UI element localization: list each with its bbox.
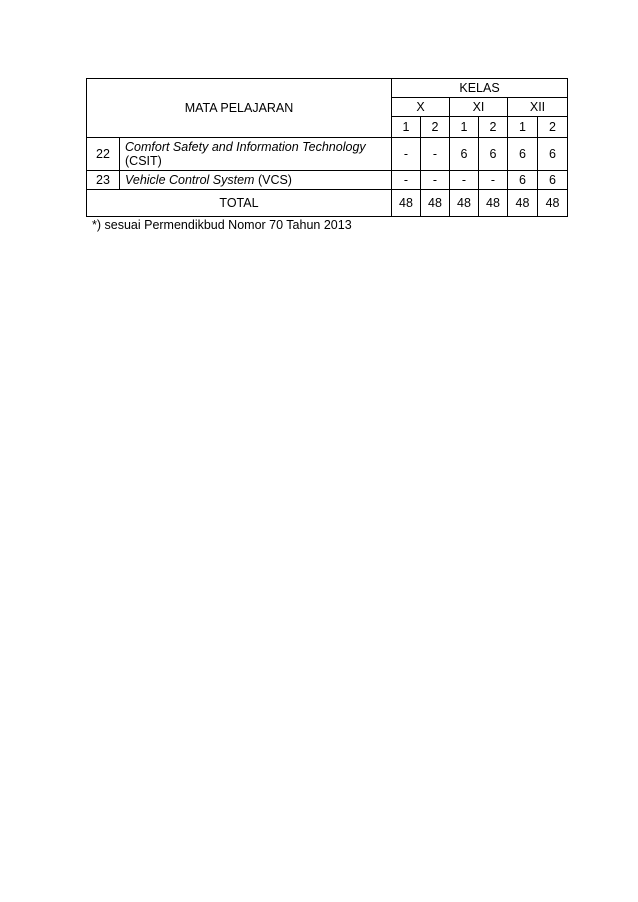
hours-cell: - [392,138,421,171]
subject-header: MATA PELAJARAN [87,79,392,138]
total-cell: 48 [479,190,508,217]
hours-cell: 6 [508,138,538,171]
subject-name: Comfort Safety and Information Technology [125,140,366,154]
subject-cell [120,138,392,171]
row-number: 22 [87,138,120,171]
total-cell: 48 [392,190,421,217]
total-cell: 48 [508,190,538,217]
semester-header: 2 [538,117,568,138]
hours-cell: 6 [538,138,568,171]
grade-header-xi: XI [450,98,508,117]
semester-header: 1 [392,117,421,138]
table-row [87,138,568,171]
hours-cell: 6 [479,138,508,171]
grade-header-x: X [392,98,450,117]
total-cell: 48 [421,190,450,217]
total-row [87,190,568,217]
grade-header-xii: XII [508,98,568,117]
hours-cell: - [421,171,450,190]
total-cell: 48 [538,190,568,217]
table-row [87,171,568,190]
hours-cell: - [479,171,508,190]
subject-name: Vehicle Control System [125,173,255,187]
hours-cell: - [450,171,479,190]
kelas-header: KELAS [392,79,568,98]
row-number: 23 [87,171,120,190]
curriculum-table [86,78,568,217]
hours-cell: 6 [538,171,568,190]
semester-header: 1 [508,117,538,138]
hours-cell: - [421,138,450,171]
subject-abbreviation: (CSIT) [125,154,162,168]
semester-header: 2 [421,117,450,138]
footnote: *) sesuai Permendikbud Nomor 70 Tahun 2013 [92,218,352,232]
subject-abbreviation: (VCS) [257,173,292,187]
total-label: TOTAL [87,190,392,217]
subject-cell [120,171,392,190]
hours-cell: 6 [508,171,538,190]
hours-cell: - [392,171,421,190]
semester-header: 2 [479,117,508,138]
hours-cell: 6 [450,138,479,171]
total-cell: 48 [450,190,479,217]
semester-header: 1 [450,117,479,138]
